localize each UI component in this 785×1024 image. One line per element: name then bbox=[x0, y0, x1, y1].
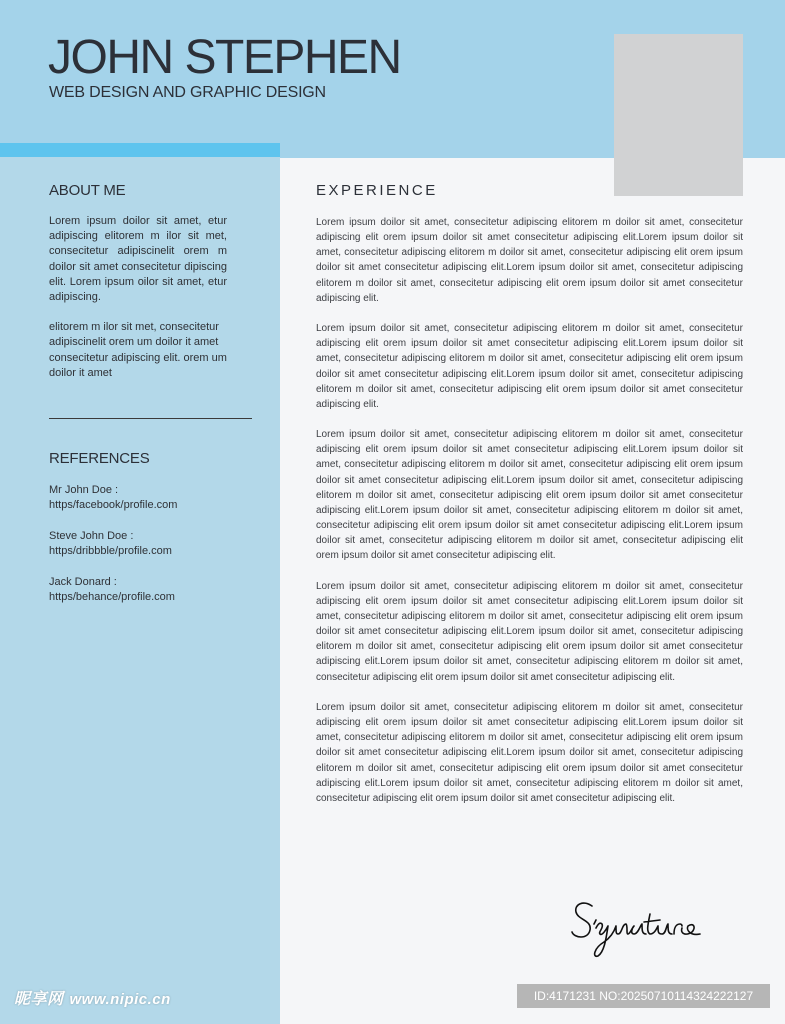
reference-link[interactable]: https/facebook/profile.com bbox=[49, 499, 178, 512]
watermark-logo bbox=[14, 986, 171, 1010]
reference-name: Steve John Doe : bbox=[49, 529, 134, 542]
references-heading: REFERENCES bbox=[49, 450, 150, 467]
signature-icon bbox=[570, 894, 750, 964]
experience-paragraph: Lorem ipsum doilor sit amet, consecitetur adipiscing elitorem m doilor sit amet, consecitetur adipiscing elit orem ipsum doilor sit amet consecitetur adipiscing elit.Lorem ipsum doilor sit amet, consecitetur adipiscing elitorem m doilor sit amet, consecitetur adipiscing elit orem ipsum doilor sit amet consecitetur adipiscing elit.Lorem ipsum doilor sit amet, consecitetur adipiscing elitorem m doilor sit amet, consecitetur adipiscing elit orem ipsum doilor sit amet consecitetur adipiscing elit. bbox=[316, 217, 743, 304]
reference-link[interactable]: https/behance/profile.com bbox=[49, 591, 175, 604]
about-paragraph: elitorem m ilor sit met, consecitetur adipiscinelit orem um doilor it amet consecitetur adipiscing elit. orem um doilor it amet bbox=[49, 321, 227, 379]
experience-paragraph: Lorem ipsum doilor sit amet, consecitetur adipiscing elitorem m doilor sit amet, consecitetur adipiscing elit orem ipsum doilor sit amet consecitetur adipiscing elit.Lorem ipsum doilor sit amet, consecitetur adipiscing elitorem m doilor sit amet, consecitetur adipiscing elit orem ipsum doilor sit amet consecitetur adipiscing elit.Lorem ipsum doilor sit amet, consecitetur adipiscing elitorem m doilor sit amet, consecitetur adipiscing elit orem ipsum doilor sit amet consecitetur adipiscing elit. bbox=[316, 323, 743, 410]
about-paragraph: Lorem ipsum doilor sit amet, etur adipiscing elitorem m ilor sit met, consecitetur adipiscinelit orem m doilor sit amet consecitetur dipiscing elit. Lorem ipsum oilor sit amet, etur adipiscing. bbox=[49, 215, 227, 304]
reference-name: Mr John Doe : bbox=[49, 484, 119, 496]
about-heading: ABOUT ME bbox=[49, 182, 126, 199]
sidebar-divider bbox=[49, 418, 252, 419]
experience-paragraph: Lorem ipsum doilor sit amet, consecitetur adipiscing elitorem m doilor sit amet, consecitetur adipiscing elit orem ipsum doilor sit amet consecitetur adipiscing elit.Lorem ipsum doilor sit amet, consecitetur adipiscing elitorem m doilor sit amet, consecitetur adipiscing elit orem ipsum doilor sit amet consecitetur adipiscing elit.Lorem ipsum doilor sit amet, consecitetur adipiscing elitorem m doilor sit amet, consecitetur adipiscing elit orem ipsum doilor sit amet consecitetur adipiscing elit.Lorem ipsum doilor sit amet, consecitetur adipiscing elitorem m doilor sit amet, consecitetur adipiscing elit orem ipsum doilor sit amet consecitetur adipiscing elit. bbox=[316, 701, 743, 804]
reference-item bbox=[49, 483, 259, 514]
about-text bbox=[49, 214, 227, 396]
sidebar bbox=[0, 157, 280, 1024]
watermark-site: www.nipic.cn bbox=[69, 991, 171, 1008]
watermark-id: ID:4171231 NO:20250710114324222127 bbox=[517, 984, 770, 1008]
experience-heading: EXPERIENCE bbox=[316, 182, 438, 199]
resume-name: JOHN STEPHEN bbox=[48, 31, 401, 84]
watermark-brand: 昵享网 bbox=[14, 991, 64, 1008]
photo-placeholder bbox=[614, 34, 743, 196]
reference-item bbox=[49, 575, 259, 606]
experience-paragraph: Lorem ipsum doilor sit amet, consecitetur adipiscing elitorem m doilor sit amet, consecitetur adipiscing elit orem ipsum doilor sit amet consecitetur adipiscing elit.Lorem ipsum doilor sit amet, consecitetur adipiscing elitorem m doilor sit amet, consecitetur adipiscing elit orem ipsum doilor sit amet consecitetur adipiscing elit.Lorem ipsum doilor sit amet, consecitetur adipiscing elitorem m doilor sit amet, consecitetur adipiscing elit orem ipsum doilor sit amet consecitetur adipiscing elit.Lorem ipsum doilor sit amet, consecitetur adipiscing elitorem m doilor sit amet, consecitetur adipiscing elit orem ipsum doilor sit amet consecitetur adipiscing elit. bbox=[316, 580, 743, 683]
reference-name: Jack Donard : bbox=[49, 575, 117, 588]
references-list bbox=[49, 483, 259, 620]
reference-link[interactable]: https/dribbble/profile.com bbox=[49, 545, 172, 558]
reference-item bbox=[49, 529, 259, 560]
sidebar-accent-bar bbox=[0, 143, 280, 157]
job-title: WEB DESIGN AND GRAPHIC DESIGN bbox=[49, 84, 326, 101]
experience-body bbox=[316, 215, 743, 821]
experience-paragraph: Lorem ipsum doilor sit amet, consecitetur adipiscing elitorem m doilor sit amet, consecitetur adipiscing elit orem ipsum doilor sit amet consecitetur adipiscing elit.Lorem ipsum doilor sit amet, consecitetur adipiscing elitorem m doilor sit amet, consecitetur adipiscing elit orem ipsum doilor sit amet consecitetur adipiscing elit.Lorem ipsum doilor sit amet, consecitetur adipiscing elitorem m doilor sit amet, consecitetur adipiscing elit orem ipsum doilor sit amet consecitetur adipiscing elit.Lorem ipsum doilor sit amet, consecitetur adipiscing elitorem m doilor sit amet, consecitetur adipiscing elit orem ipsum doilor sit amet consecitetur adipiscing elit.Lorem ipsum doilor sit amet, consecitetur adipiscing elitorem m doilor sit amet, consecitetur adipiscing elit orem ipsum doilor sit amet consecitetur adipiscing elit. bbox=[316, 429, 743, 562]
